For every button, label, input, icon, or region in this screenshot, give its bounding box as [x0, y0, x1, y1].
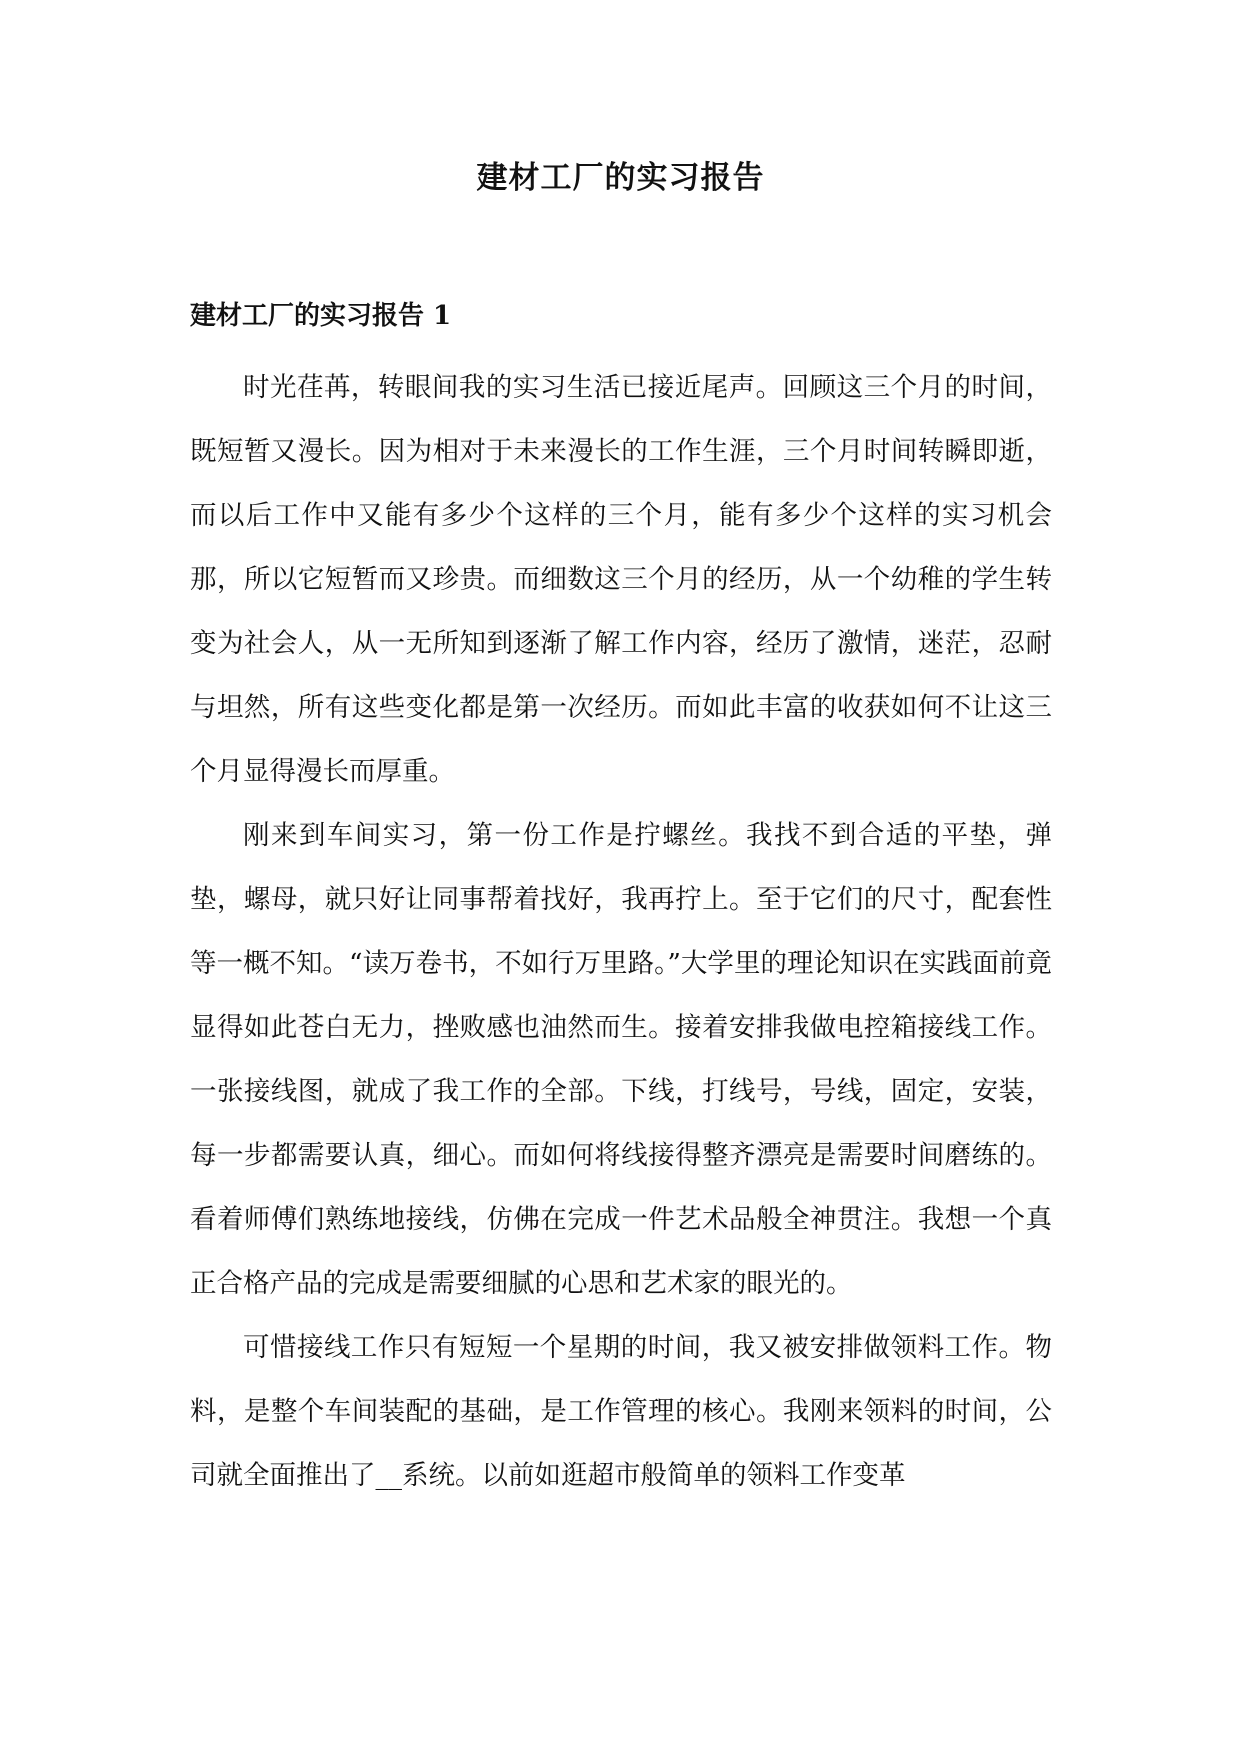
section-heading: 建材工厂的实习报告 1 [190, 301, 452, 331]
paragraph-2: 刚来到车间实习，第一份工作是拧螺丝。我找不到合适的平垫，弹垫，螺母，就只好让同事帮着找好，我再拧上。至于它们的尺寸，配套性等一概不知。“读万卷书，不如行万里路。”大学里的理论知识在实践面前竟显得如此苍白无力，挫败感也油然而生。接着安排我做电控箱接线工作。一张接线图，就成了我工作的全部。下线，打线号，号线，固定，安装，每一步都需要认真，细心。而如何将线接得整齐漂亮是需要时间磨练的。看着师傅们熟练地接线，仿佛在完成一件艺术品般全神贯注。我想一个真正合格产品的完成是需要细腻的心思和艺术家的眼光的。 [190, 820, 1052, 1299]
paragraph-3: 可惜接线工作只有短短一个星期的时间，我又被安排做领料工作。物料，是整个车间装配的基础，是工作管理的核心。我刚来领料的时间，公司就全面推出了__系统。以前如逛超市般简单的领料工作变革 [190, 1332, 1052, 1491]
document-title: 建材工厂的实习报告 [476, 160, 765, 196]
document-body [190, 356, 1052, 1508]
paragraph-1: 时光荏苒，转眼间我的实习生活已接近尾声。回顾这三个月的时间，既短暂又漫长。因为相对于未来漫长的工作生涯，三个月时间转瞬即逝，而以后工作中又能有多少个这样的三个月，能有多少个这样的实习机会那，所以它短暂而又珍贵。而细数这三个月的经历，从一个幼稚的学生转变为社会人，从一无所知到逐渐了解工作内容，经历了激情，迷茫，忍耐与坦然，所有这些变化都是第一次经历。而如此丰富的收获如何不让这三个月显得漫长而厚重。 [190, 372, 1052, 787]
